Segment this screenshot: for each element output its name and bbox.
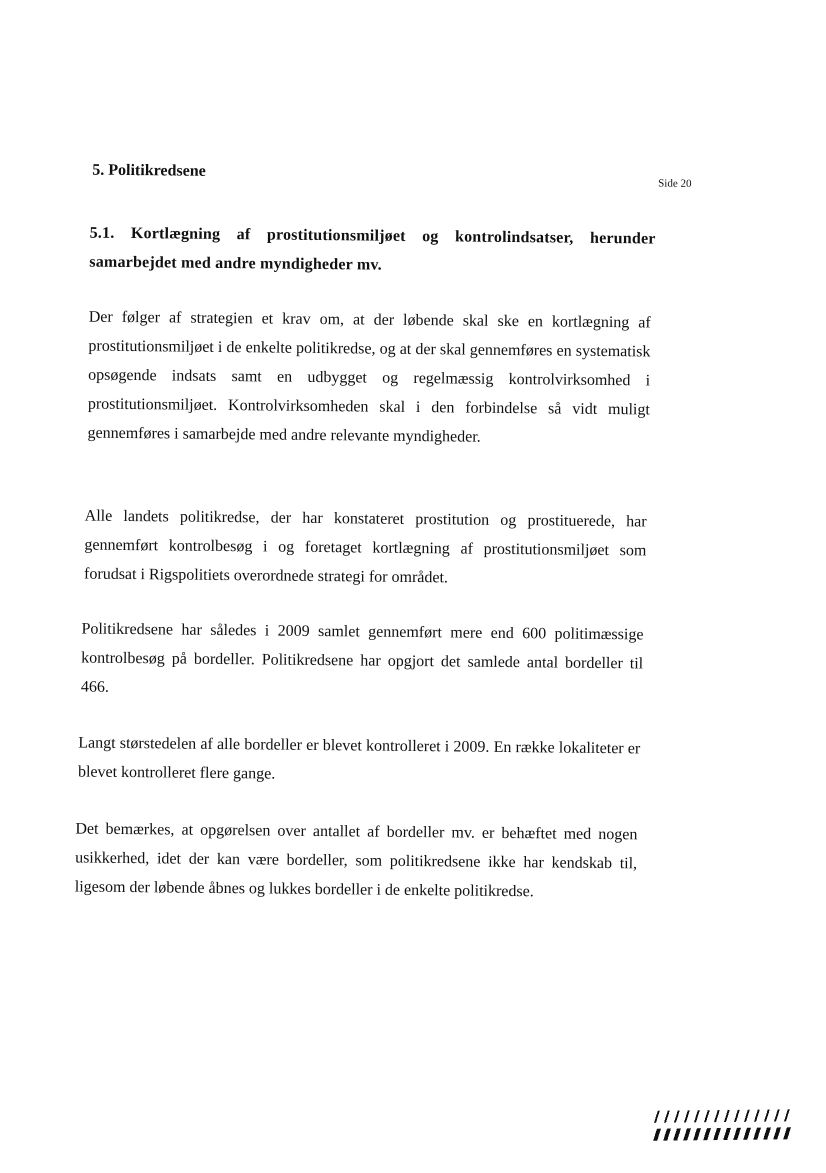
barcode-bar xyxy=(712,1128,722,1140)
barcode-bar xyxy=(742,1128,752,1140)
barcode-bar xyxy=(782,1109,792,1121)
barcode-bar xyxy=(692,1110,702,1122)
barcode-bar xyxy=(772,1109,782,1121)
barcode-bar xyxy=(662,1129,672,1141)
paragraph-5: Det bemærkes, at opgørelsen over antallet af bordeller mv. er behæftet med nogen usikkerhed, idet der kan være bordeller, som politikredsene ikke har kendskab til, ligesom der løbende åbnes og lukkes bordeller i de enkelte politikredse. xyxy=(74,820,638,901)
paragraph-1: Der følger af strategien et krav om, at der løbende skal ske en kortlægning af prostitutionsmiljøet i de enkelte politikredse, og at der skal gennemføres en systematisk opsøgende indsats samt en udbygget og regelmæssig kontrolvirksomhed i prostitutionsmiljøet. Kontrolvirksomheden skal i den forbindelse så vidt muligt gennemføres i samarbejde med andre relevante myndigheder. xyxy=(87,308,651,446)
barcode-bar xyxy=(762,1109,772,1121)
barcode-bar xyxy=(702,1110,712,1122)
barcode-bar xyxy=(682,1110,692,1122)
barcode-bar xyxy=(702,1128,712,1140)
barcode-bar xyxy=(652,1111,662,1123)
barcode-bar xyxy=(742,1110,752,1122)
barcode-bar xyxy=(772,1127,782,1139)
barcode-bar xyxy=(672,1110,682,1122)
barcode-bar xyxy=(722,1110,732,1122)
paragraph-2: Alle landets politikredse, der har konstateret prostitution og prostituerede, har gennemført kontrolbesøg i og foretaget kortlægning af prostitutionsmiljøet som forudsat i Rigspolitiets overordnede strategi for området. xyxy=(83,507,647,587)
barcode-bar xyxy=(662,1111,672,1123)
sub-heading: 5.1. Kortlægning af prostitutionsmiljøet og kontrolindsatser, herunder samarbejdet med andre myndigheder mv. xyxy=(89,224,656,274)
paragraph-3: Politikredsene har således i 2009 samlet gennemført mere end 600 politimæssige kontrolbesøg på bordeller. Politikredsene har opgjort det samlede antal bordeller til 466. xyxy=(80,620,644,696)
page-number: Side 20 xyxy=(658,177,692,190)
barcode-bottom-row xyxy=(654,1127,794,1140)
barcode-bar xyxy=(762,1127,772,1139)
barcode-bar xyxy=(752,1110,762,1122)
barcode-bar xyxy=(732,1128,742,1140)
barcode-bar xyxy=(712,1110,722,1122)
barcode-top-row xyxy=(654,1109,794,1122)
section-heading: 5. Politikredsene xyxy=(92,161,206,180)
barcode-bar xyxy=(722,1128,732,1140)
paragraph-4: Langt størstedelen af alle bordeller er blevet kontrolleret i 2009. En række lokaliteter er blevet kontrolleret flere gange. xyxy=(77,734,641,783)
barcode-icon xyxy=(654,1109,794,1144)
barcode-bar xyxy=(692,1128,702,1140)
barcode-bar xyxy=(672,1128,682,1140)
barcode-bar xyxy=(682,1128,692,1140)
barcode-bar xyxy=(782,1127,792,1139)
barcode-bar xyxy=(752,1128,762,1140)
barcode-bar xyxy=(732,1110,742,1122)
barcode-bar xyxy=(652,1129,662,1141)
